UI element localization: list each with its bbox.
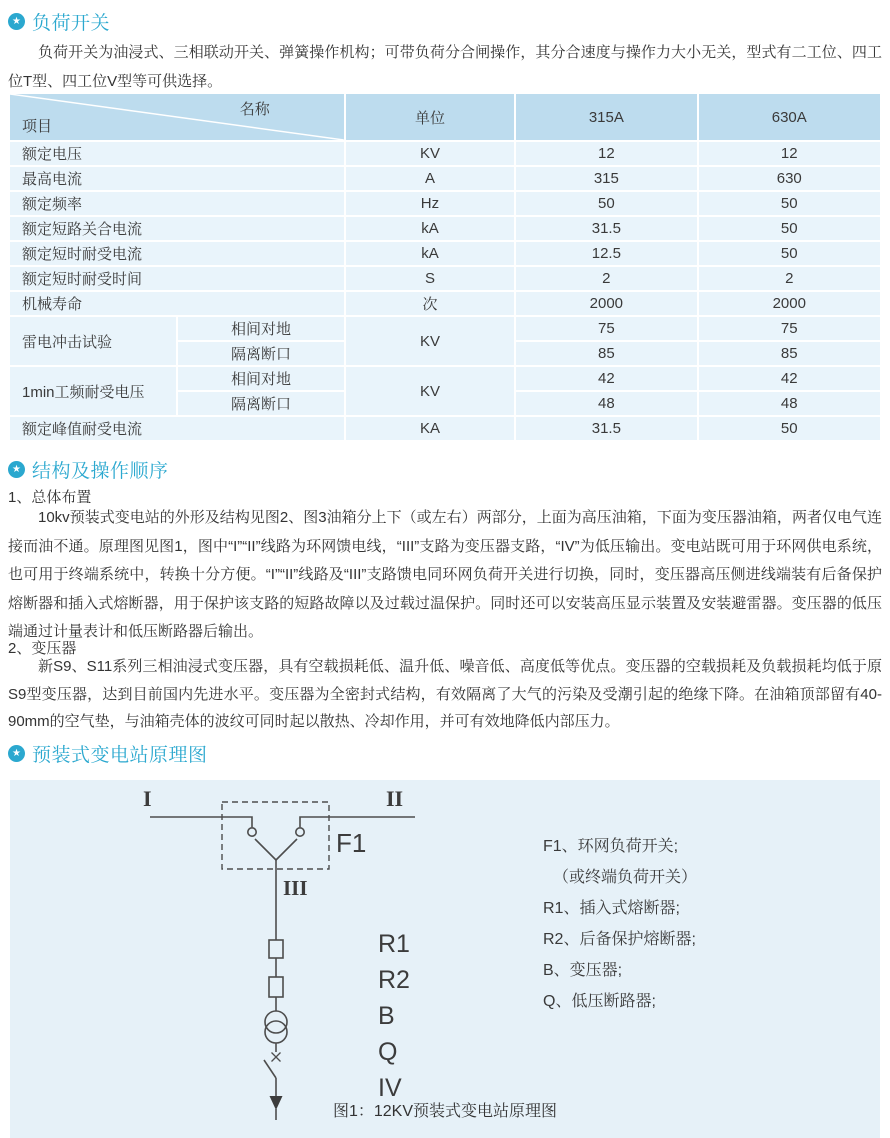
- section-title: 结构及操作顺序: [32, 461, 169, 482]
- cell-unit: KA: [345, 416, 515, 441]
- col-header-315a: 315A: [515, 93, 697, 141]
- table-row: [9, 266, 881, 291]
- cell-unit: kA: [345, 216, 515, 241]
- cell-unit: 次: [345, 291, 515, 316]
- table-row: [9, 216, 881, 241]
- cell-unit: KV: [345, 316, 515, 366]
- legend-item-f1: F1、环网负荷开关;: [543, 838, 679, 855]
- component-label-b: B: [378, 1002, 395, 1030]
- cell-315a: 42: [515, 366, 697, 391]
- component-label-q: Q: [378, 1038, 398, 1066]
- table-row-group: [9, 316, 881, 341]
- table-row: [9, 291, 881, 316]
- table-header-row: [9, 93, 881, 141]
- section-bullet-icon: ★: [8, 461, 25, 478]
- section-load-switch-header: [8, 8, 110, 35]
- cell-630a: 75: [698, 316, 881, 341]
- cell-630a: 48: [698, 391, 881, 416]
- cell-315a: 31.5: [515, 216, 697, 241]
- table-row: [9, 191, 881, 216]
- section-structure-header: [8, 456, 169, 483]
- row-label: 最高电流: [9, 166, 345, 191]
- subhead-layout: 1、总体布置: [8, 489, 92, 506]
- cell-315a: 75: [515, 316, 697, 341]
- component-labels: [378, 926, 410, 1106]
- diagram-legend: [543, 838, 697, 1011]
- cell-630a: 85: [698, 341, 881, 366]
- cell-630a: 50: [698, 216, 881, 241]
- col-header-unit: 单位: [345, 93, 515, 141]
- row-label: 额定频率: [9, 191, 345, 216]
- cell-630a: 630: [698, 166, 881, 191]
- section-bullet-icon: ★: [8, 745, 25, 762]
- component-label-iv: IV: [378, 1074, 402, 1102]
- spec-table: [8, 92, 882, 442]
- cell-subrow: 隔离断口: [177, 341, 344, 366]
- figure-caption: 图1：12KV预装式变电站原理图: [332, 1103, 558, 1120]
- cell-subrow: 隔离断口: [177, 391, 344, 416]
- feeder-i-label: I: [143, 786, 152, 811]
- transformer-paragraph: 新S9、S11系列三相油浸式变压器，具有空载损耗低、温升低、噪音低、高度低等优点。变压器的空载损耗及负载损耗均低于原S9型变压器，达到目前国内先进水平。变压器为全密封式结构，有效隔离了大气的污染及受潮引起的绝缘下降。在油箱顶部留有40-90mm的空气垫，与油箱壳体的波纹可同时起以散热、冷却作用，并可有效地降低内部压力。: [8, 658, 882, 730]
- row-label: 额定短时耐受时间: [9, 266, 345, 291]
- corner-label-item: 项目: [22, 118, 53, 135]
- component-label-r1: R1: [378, 930, 410, 958]
- section-title: 预装式变电站原理图: [32, 745, 208, 766]
- section-bullet-icon: ★: [8, 13, 25, 30]
- cell-630a: 50: [698, 191, 881, 216]
- cell-315a: 2000: [515, 291, 697, 316]
- row-label: 1min工频耐受电压: [9, 366, 177, 416]
- circuit-diagram: [10, 780, 880, 1138]
- row-label: 额定短时耐受电流: [9, 241, 345, 266]
- legend-item-alt: （或终端负荷开关）: [553, 869, 698, 886]
- diagonal-divider: [10, 94, 344, 140]
- cell-315a: 31.5: [515, 416, 697, 441]
- cell-315a: 12: [515, 141, 697, 166]
- cell-630a: 2: [698, 266, 881, 291]
- legend-item-r1: R1、插入式熔断器;: [543, 900, 680, 917]
- cell-315a: 85: [515, 341, 697, 366]
- f1-label: F1: [336, 828, 367, 858]
- cell-unit: KV: [345, 141, 515, 166]
- cell-unit: kA: [345, 241, 515, 266]
- cell-630a: 42: [698, 366, 881, 391]
- cell-630a: 2000: [698, 291, 881, 316]
- schematic-panel: [10, 780, 880, 1138]
- cell-unit: KV: [345, 366, 515, 416]
- col-header-630a: 630A: [698, 93, 881, 141]
- cell-315a: 12.5: [515, 241, 697, 266]
- row-label: 额定电压: [9, 141, 345, 166]
- cell-630a: 50: [698, 416, 881, 441]
- table-row: [9, 166, 881, 191]
- cell-subrow: 相间对地: [177, 316, 344, 341]
- table-row: [9, 241, 881, 266]
- row-label: 额定短路关合电流: [9, 216, 345, 241]
- cell-315a: 50: [515, 191, 697, 216]
- subhead-transformer: 2、变压器: [8, 640, 77, 657]
- cell-subrow: 相间对地: [177, 366, 344, 391]
- cell-unit: S: [345, 266, 515, 291]
- legend-item-q: Q、低压断路器;: [543, 993, 656, 1010]
- cell-630a: 50: [698, 241, 881, 266]
- component-label-r2: R2: [378, 966, 410, 994]
- cell-315a: 315: [515, 166, 697, 191]
- feeder-ii-label: II: [386, 786, 404, 811]
- legend-item-r2: R2、后备保护熔断器;: [543, 931, 696, 948]
- table-row-group: [9, 366, 881, 391]
- corner-label-name: 名称: [239, 101, 270, 118]
- cell-unit: Hz: [345, 191, 515, 216]
- cell-315a: 2: [515, 266, 697, 291]
- row-label: 雷电冲击试验: [9, 316, 177, 366]
- section-schematic-header: [8, 740, 208, 767]
- intro-paragraph: 负荷开关为油浸式、三相联动开关、弹簧操作机构；可带负荷分合闸操作，其分合速度与操作力大小无关，型式有二工位、四工位T型、四工位V型等可供选择。: [8, 44, 882, 90]
- table-row: [9, 141, 881, 166]
- row-label: 机械寿命: [9, 291, 345, 316]
- branch-iii-label: III: [283, 876, 308, 900]
- cell-315a: 48: [515, 391, 697, 416]
- table-row: [9, 416, 881, 441]
- corner-cell: [9, 93, 345, 141]
- legend-item-b: B、变压器;: [543, 962, 623, 979]
- cell-unit: A: [345, 166, 515, 191]
- cell-630a: 12: [698, 141, 881, 166]
- layout-paragraph: 10kv预装式变电站的外形及结构见图2、图3油箱分上下（或左右）两部分，上面为高压油箱，下面为变压器油箱，两者仅电气连接而油不通。原理图见图1，图中“I”“II”线路为环网馈电线，“III”支路为变压器支路，“IV”为低压输出。变电站既可用于环网供电系统，也可用于终端系统中，转换十分方便。“I”“II”线路及“III”支路馈电同环网负荷开关进行切换，同时，变压器高压侧进线端装有后备保护熔断器和插入式熔断器，用于保护该支路的短路故障以及过载过温保护。同时还可以安装高压显示装置及安装避雷器。变压器的低压端通过计量表计和低压断路器后输出。: [8, 509, 882, 640]
- section-title: 负荷开关: [32, 13, 111, 34]
- row-label: 额定峰值耐受电流: [9, 416, 345, 441]
